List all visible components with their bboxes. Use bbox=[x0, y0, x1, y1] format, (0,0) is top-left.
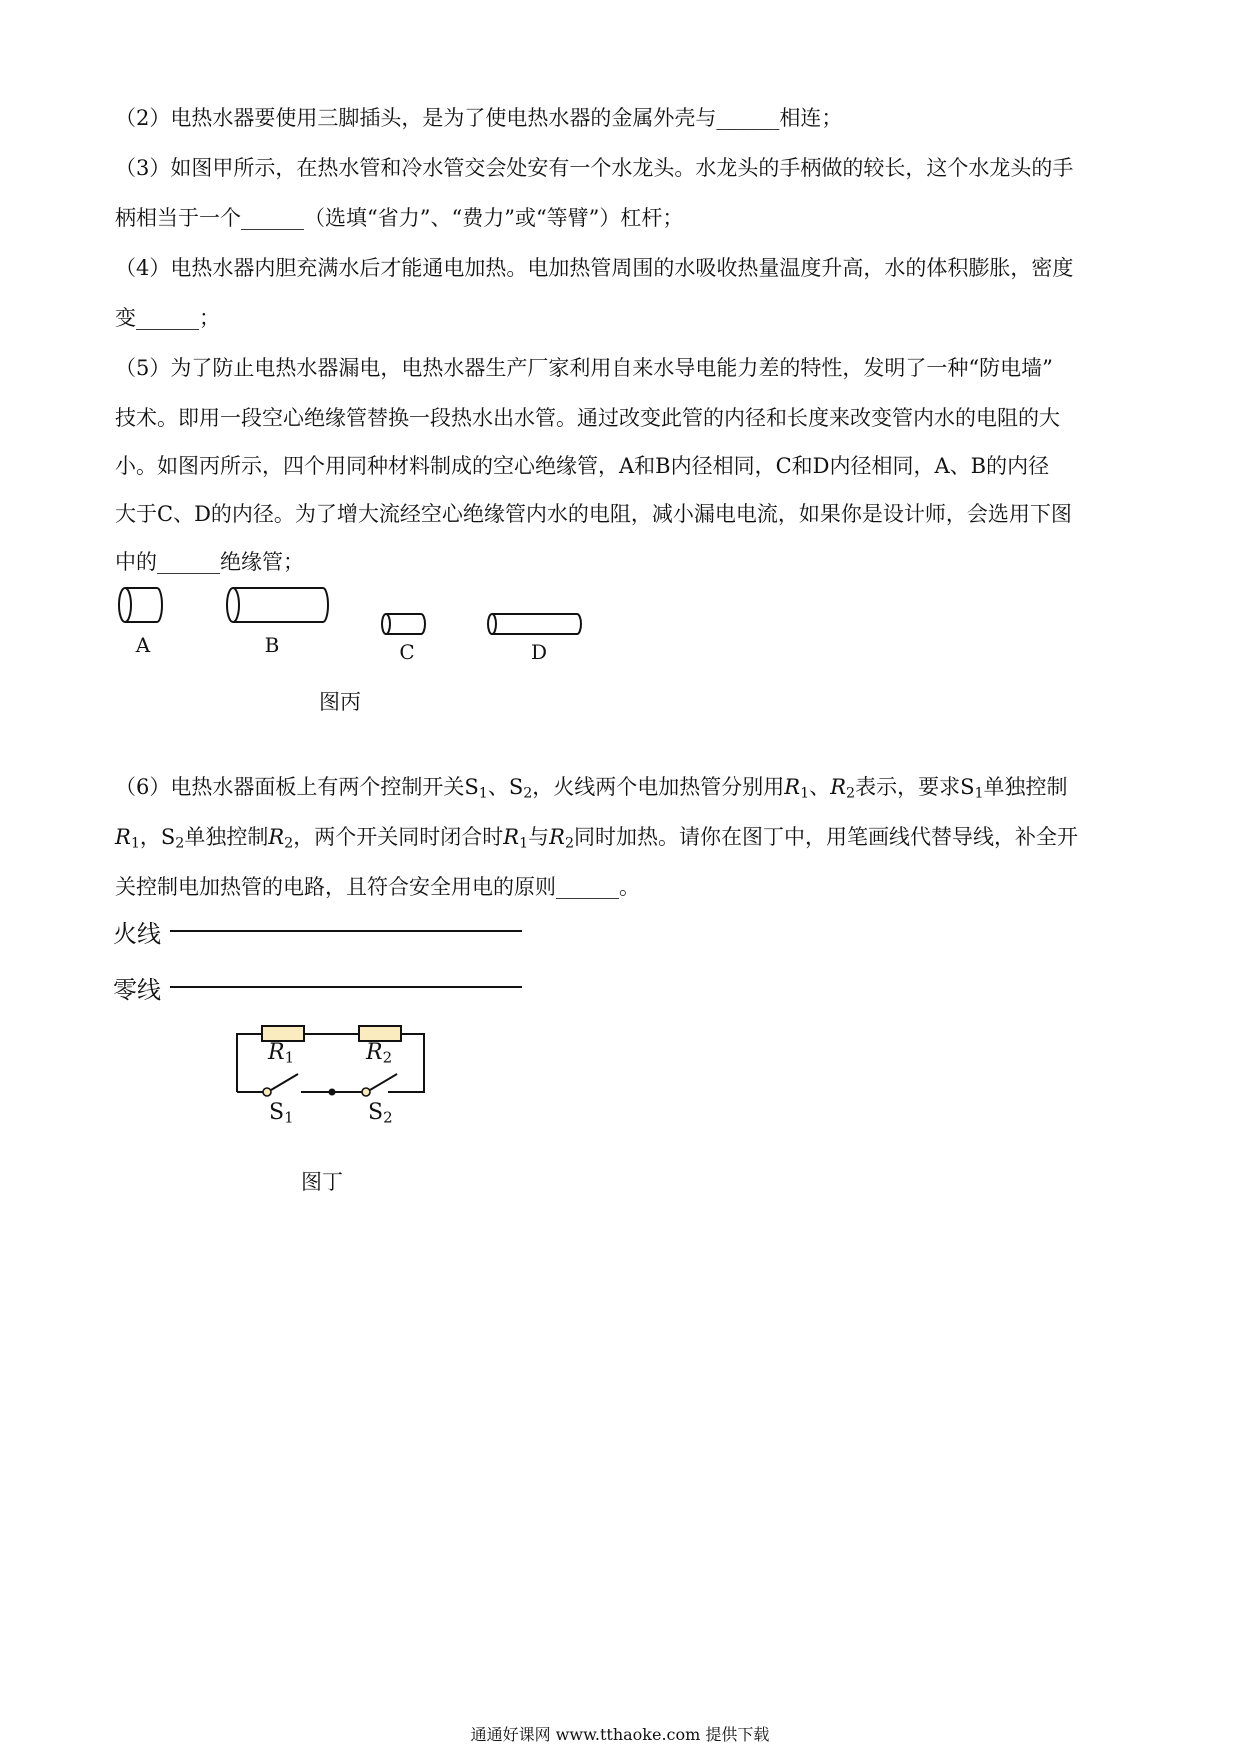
question-4-line-2: 变______； bbox=[115, 306, 220, 330]
tube-c-label: C bbox=[399, 640, 415, 664]
question-6-line-1: （6）电热水器面板上有两个控制开关$S_1$、$S_2$，火线两个电加热管分别用$R_1$、$R_2$表示，要求$S_1$单独控制 bbox=[115, 775, 1068, 802]
switch-s1-contact bbox=[263, 1088, 271, 1096]
figure-ding-caption: 图丁 bbox=[301, 1170, 343, 1194]
question-5-line-4: 大于C、D的内径。为了增大流经空心绝缘管内水的电阻，减小漏电电流，如果你是设计师，会选用下图 bbox=[115, 502, 1072, 526]
neutral-wire-label: 零线 bbox=[113, 976, 161, 1004]
live-wire-label: 火线 bbox=[113, 920, 161, 948]
switch-s2-contact bbox=[362, 1088, 370, 1096]
question-4-line-1: （4）电热水器内胆充满水后才能通电加热。电加热管周围的水吸收热量温度升高，水的体积膨胀，密度 bbox=[115, 256, 1074, 280]
question-5-line-2: 技术。即用一段空心绝缘管替换一段热水出水管。通过改变此管的内径和长度来改变管内水的电阻的大 bbox=[115, 406, 1060, 430]
r1-label: $R_1$ bbox=[268, 1040, 295, 1067]
r2-label: $R_2$ bbox=[366, 1040, 393, 1067]
figure-bing-caption: 图丙 bbox=[319, 690, 361, 714]
resistor-r1 bbox=[262, 1026, 304, 1041]
question-5-line-3: 小。如图丙所示，四个用同种材料制成的空心绝缘管，A和B内径相同，C和D内径相同，A、B的内径 bbox=[115, 454, 1050, 478]
tube-d-label: D bbox=[530, 640, 548, 664]
s1-label: $S_1$ bbox=[269, 1100, 294, 1127]
junction-dot bbox=[329, 1089, 336, 1096]
tube-a-label: A bbox=[135, 633, 151, 657]
resistor-r2 bbox=[359, 1026, 401, 1041]
footer-source: 通通好课网 www.tthaoke.com 提供下载 bbox=[470, 1725, 770, 1744]
question-3-line-1: （3）如图甲所示，在热水管和冷水管交会处安有一个水龙头。水龙头的手柄做的较长，这个水龙头的手 bbox=[115, 156, 1074, 180]
question-5-line-1: （5）为了防止电热水器漏电，电热水器生产厂家利用自来水导电能力差的特性，发明了一种“防电墙” bbox=[115, 356, 1053, 380]
tube-b-label: B bbox=[264, 633, 280, 657]
question-6-line-3: 关控制电加热管的电路，且符合安全用电的原则______。 bbox=[115, 875, 640, 899]
question-6-line-2: $R_1$，$S_2$单独控制$R_2$，两个开关同时闭合时$R_1$与$R_2$同时加热。请你在图丁中，用笔画线代替导线，补全开 bbox=[115, 825, 1079, 852]
question-5-line-5: 中的______绝缘管； bbox=[115, 550, 304, 574]
question-2: （2）电热水器要使用三脚插头，是为了使电热水器的金属外壳与______相连； bbox=[115, 106, 843, 130]
question-3-line-2: 柄相当于一个______（选填“省力”、“费力”或“等臂”）杠杆； bbox=[115, 206, 684, 230]
s2-label: $S_2$ bbox=[368, 1100, 393, 1127]
